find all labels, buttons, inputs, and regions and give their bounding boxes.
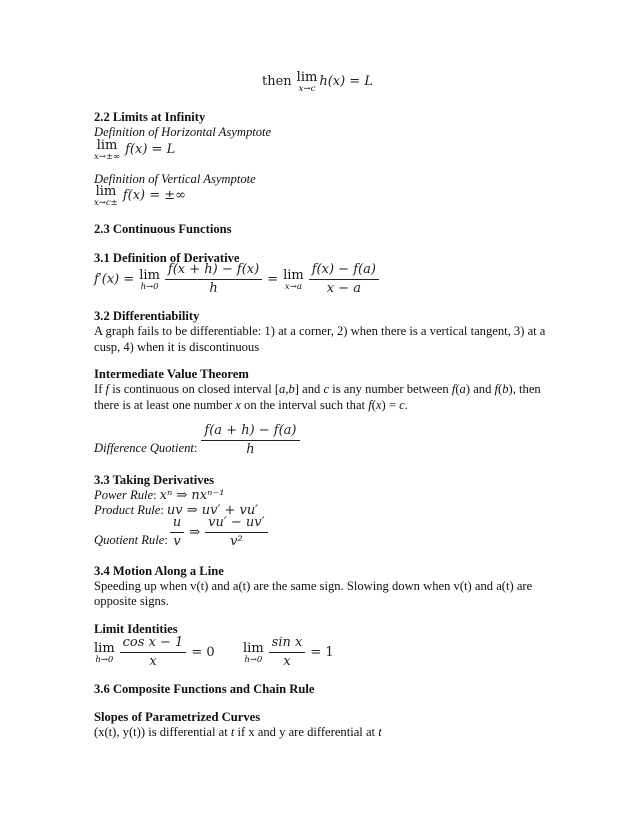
ivt-line-1: If f is continuous on closed interval [a,b] and c is any number between f(a) and f(b), then (94, 382, 541, 396)
top-formula (262, 71, 373, 94)
limit-expression: h(x) = L (319, 74, 373, 90)
heading-3-1: 3.1 Definition of Derivative (94, 251, 240, 265)
difference-quotient-label: Difference Quotient (94, 440, 194, 455)
slopes-line: (x(t), y(t)) is differential at t if x and y are differential at t (94, 725, 382, 739)
vertical-asymptote-formula: lim x→c± f(x) = ±∞ (94, 184, 186, 208)
heading-slopes: Slopes of Parametrized Curves (94, 710, 261, 724)
heading-3-3: 3.3 Taking Derivatives (94, 473, 215, 487)
product-rule: Product Rule : uv ⇒ uv′ + vu′ (94, 503, 259, 518)
power-rule: Power Rule : xⁿ ⇒ nxⁿ⁻¹ (94, 488, 225, 503)
then-word: then (262, 74, 292, 90)
heading-limit-identities: Limit Identities (94, 622, 178, 636)
limit-identity-cos: lim h→0 $\frac{\text{cos x − 1}}{x}$ = 0 (94, 635, 215, 670)
heading-3-4: 3.4 Motion Along a Line (94, 564, 224, 578)
derivative-definition-formula: f′(x) = lim h→0 $\frac{f(x + h) - f(x)}{h}$ = lim x→a $\frac{f(x) - f(a)}{x - a}$ (94, 263, 379, 297)
heading-2-3: 2.3 Continuous Functions (94, 222, 232, 236)
horizontal-asymptote-formula: lim x→±∞ f(x) = L (94, 138, 176, 162)
heading-ivt: Intermediate Value Theorem (94, 367, 249, 381)
differentiability-line-2: cusp, 4) when it is discontinuous (94, 340, 260, 354)
motion-line-2: opposite signs. (94, 594, 169, 608)
difference-quotient: Difference Quotient: $\frac{f(a + h) - f(a)}{h}$ (94, 424, 300, 458)
limit-identity-sin: lim h→0 $\frac{\text{sin x}}{x}$ = 1 (243, 635, 334, 670)
heading-3-6: 3.6 Composite Functions and Chain Rule (94, 682, 315, 696)
horizontal-asymptote-label: Definition of Horizontal Asymptote (94, 125, 272, 139)
ivt-line-2: there is at least one number x on the interval such that f(x) = c. (94, 398, 408, 412)
heading-3-2: 3.2 Differentiability (94, 309, 200, 323)
quotient-rule: Quotient Rule: $\frac{u}{v}$ ⇒ $\frac{vu' - uv'}{\text{v²}}$ (94, 516, 268, 550)
heading-2-2: 2.2 Limits at Infinity (94, 110, 206, 124)
motion-line-1: Speeding up when v(t) and a(t) are the same sign. Slowing down when v(t) and a(t) are (94, 579, 533, 593)
differentiability-line-1: A graph fails to be differentiable: 1) at a corner, 2) when there is a vertical tangent, 3) at a (94, 324, 546, 338)
limit-operator: lim x→c (296, 70, 318, 94)
vertical-asymptote-label: Definition of Vertical Asymptote (94, 172, 256, 186)
